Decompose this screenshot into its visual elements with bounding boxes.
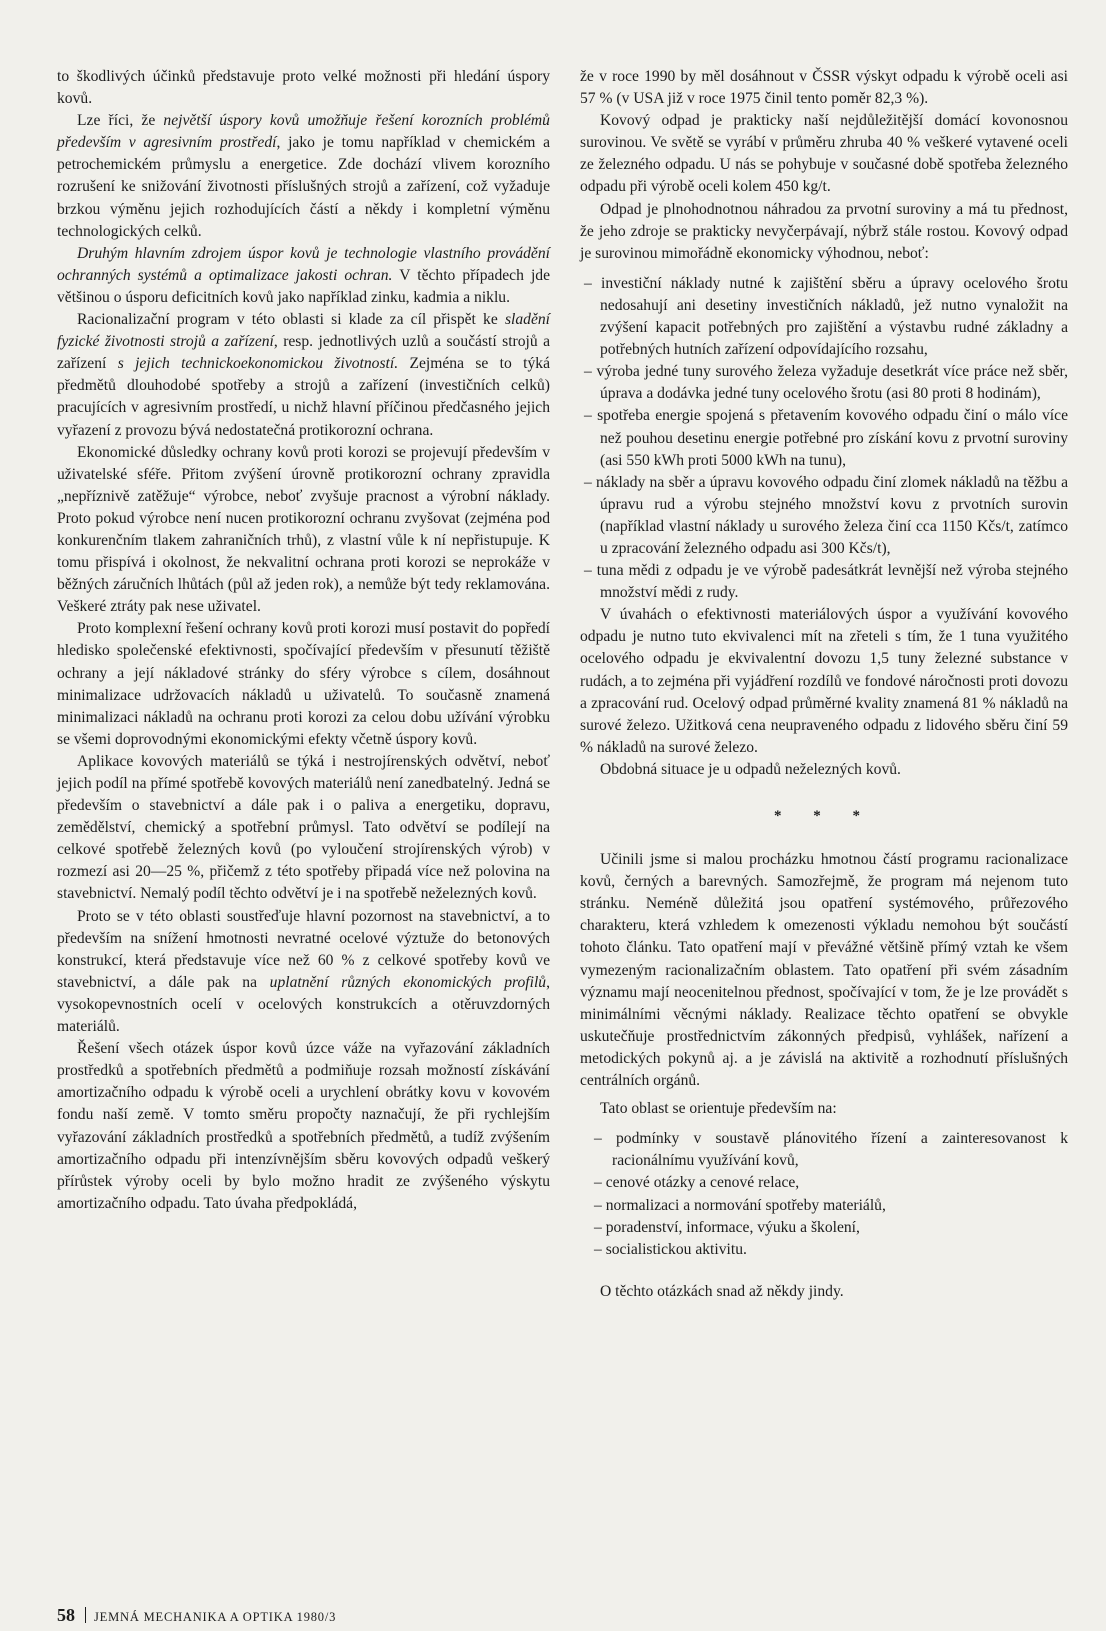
paragraph: Obdobná situace je u odpadů neželezných kovů. bbox=[600, 760, 901, 778]
emphasis: uplatnění různých ekonomických profilů bbox=[269, 973, 547, 991]
list-item: – normalizaci a normování spotřeby materiálů, bbox=[594, 1196, 886, 1214]
emphasis: sladění fyzické životnosti strojů a zařízení bbox=[57, 311, 550, 351]
paragraph: Řešení všech otázek úspor kovů úzce váže na vyřazování základních prostředků a spotřebních předmětů a podmiňuje rozsah možností získávání amortizačního odpadu k výrobě oceli a urychlení obrátky kovu v kovovém fondu naší země. V tomto směru propočty naznačují, že při rychlejším vyřazování základních prostředků a spotřebních předmětů, a tudíž zvýšením amortizačního odpadu při intenzívnějším sběru kovových odpadů veškerý přírůstek výroby oceli by bylo možno hradit ze zvýšeného výskytu amortizačního odpadu. Tato úvaha předpokládá, bbox=[57, 1040, 550, 1212]
paragraph bbox=[57, 243, 550, 309]
footer-divider bbox=[85, 1607, 86, 1623]
text-run: V těchto případech jde většinou o úsporu deficitních kovů jako například zinku, kadmia a niklu. bbox=[57, 266, 551, 306]
emphasis: Druhým hlavním zdrojem úspor kovů je technologie vlastního provádění ochranných systémů a optimalizace jakosti ochran. bbox=[57, 244, 550, 284]
paragraph: Učinili jsme si malou procházku hmotnou částí programu racionalizace kovů, černých a barevných. Samozřejmě, že program má nejenom tuto stránku. Neméně důležitá jsou opatření systémového, průřezového charakteru, která vzhledem k omezenosti výkladu nemohou být součástí tohoto článku. Tato opatření mají v převážné většině přímý vztah ke všem vymezeným racionalizačním oblastem. Tato opatření při svém zásadním významu mají neocenitelnou přednost, spočívající v tom, že je lze provádět s minimálními věcnými náklady. Realizace těchto opatření se obvykle uskutečňuje prostřednictvím zákonných předpisů, vyhlášek, nařízení a metodických pokynů aj. a je závislá na aktivitě a rozhodnutí příslušných centrálních orgánů. bbox=[580, 851, 1068, 1090]
right-column bbox=[580, 66, 1068, 1303]
emphasis: s jejich technickoekonomickou životností. bbox=[117, 355, 399, 373]
paragraph: to škodlivých účinků představuje proto velké možnosti při hledání úspory kovů. bbox=[57, 68, 550, 108]
section-divider: * * * bbox=[774, 808, 874, 824]
paragraph: že v roce 1990 by měl dosáhnout v ČSSR výskyt odpadu k výrobě oceli asi 57 % (v USA již v roce 1975 činil tento poměr 82,3 %). bbox=[580, 68, 1068, 108]
text-run: , jako je tomu například v chemickém a petrochemickém průmyslu a energetice. Zde dochází vlivem korozního rozrušení ke snižování životnosti příslušných strojů a zařízení, což vyžaduje brzkou výměnu jejich rozhodujících částí a někdy i kompletní výměnu technologických celků. bbox=[57, 134, 550, 240]
paragraph: V úvahách o efektivnosti materiálových úspor a využívání kovového odpadu je nutno tuto ekvivalenci mít na zřeteli s tím, že 1 tuna využitého ocelového odpadu je ekvivalentní dovozu 1,5 tuny železné substance v rudách, a to zejména při vyjádření rozdílů ve fondové náročnosti proti dovozu a zpracování rud. Ocelový odpad průměrné kvality znamená 81 % nákladů na surové železo. Užitková cena neupraveného odpadu z lidového sběru činí 59 % nákladů na surové železo. bbox=[580, 606, 1068, 756]
emphasis: největší úspory kovů umožňuje řešení korozních problémů především v agresivním prostředí bbox=[57, 112, 550, 152]
paragraph: Odpad je plnohodnotnou náhradou za prvotní suroviny a má tu přednost, že jeho zdroje se prakticky nevyčerpávají, nýbrž stále rostou. Kovový odpad je surovinou mimořádně ekonomicky výhodnou, neboť: bbox=[580, 200, 1068, 262]
list-item: – náklady na sběr a úpravu kovového odpadu činí zlomek nákladů na těžbu a úpravu rud a výrobu stejného množství kovu z prvotních surovin (například vlastní náklady u surového železa činí cca 1150 Kčs/t, zatímco u zpracování železného odpadu asi 300 Kčs/t), bbox=[584, 473, 1068, 557]
text-run: Zejména se to týká předmětů dlouhodobé spotřeby a strojů a zařízení (investičních celků) pracujících v agresivním prostředí, u nichž hlavní příčinou předčasného jejich vyřazení z provozu bývá nedostatečná protikorozní ochrana. bbox=[57, 355, 550, 439]
text-run: , resp. jednotlivých uzlů a součástí strojů a zařízení bbox=[57, 333, 550, 373]
paragraph: Proto komplexní řešení ochrany kovů proti korozi musí postavit do popředí hledisko společenské efektivnosti, spočívající především v přesunutí těžiště ochrany a její nákladové stránky do sféry výrobce s cílem, dosáhnout minimalizace udržovacích nákladů u uživatelů. To současně znamená minimalizaci nákladů na ochranu proti korozi za celou dobu užívání výrobku se všemi doprovodnými ekonomickými efekty včetně úspory kovů. bbox=[57, 620, 550, 748]
text-run: Proto se v této oblasti soustřeďuje hlavní pozornost na stavebnictví, a to především na snížení hmotnosti nevratné ocelové výztuže do betonových konstrukcí, která představuje více než 60 % z celkové spotřeby kovů ve stavebnictví, a dále pak na bbox=[57, 907, 550, 991]
paragraph: Aplikace kovových materiálů se týká i nestrojírenských odvětví, neboť jejich podíl na přímé spotřebě kovových materiálů není zanedbatelný. Jedná se především o stavebnictví a dále pak i o paliva a energetiku, dopravu, zemědělství, chemický a spotřební průmysl. Tato odvětví se podílejí na celkové spotřebě železných kovů (po vyloučení strojírenských výrob) v rozmezí asi 20—25 %, přičemž z této spotřeby připadá více než polovina na stavebnictví. Nemalý podíl těchto odvětví je i na spotřebě neželezných kovů. bbox=[57, 752, 550, 903]
list-item: – spotřeba energie spojená s přetavením kovového odpadu činí o málo více než pouhou desetinu energie potřebné pro získání kovu z prvotní suroviny (asi 550 kWh proti 5000 kWh na tunu), bbox=[584, 407, 1068, 469]
paragraph bbox=[57, 906, 550, 1039]
paragraph bbox=[57, 110, 550, 243]
paragraph: O těchto otázkách snad až někdy jindy. bbox=[600, 1282, 844, 1300]
list-item: – investiční náklady nutné k zajištění sběru a úpravy ocelového šrotu nedosahují ani desetiny investičních nákladů, jež nutno vynaložit na zvýšení kapacit potřebných pro zajištění a výstavbu rudné základny a potřebných hutních zařízení odpovídajícího rozsahu, bbox=[584, 274, 1068, 359]
list-item: – socialistickou aktivitu. bbox=[594, 1240, 747, 1258]
advantages-list bbox=[580, 273, 1068, 604]
list-item: – tuna mědi z odpadu je ve výrobě padesátkrát levnější než výroba stejného množství mědi z rudy. bbox=[584, 562, 1068, 602]
paragraph bbox=[57, 309, 550, 442]
left-column bbox=[57, 66, 550, 1215]
list-item: – podmínky v soustavě plánovitého řízení a zainteresovanost k racionálnímu využívání kovů, bbox=[594, 1130, 1068, 1170]
page-footer bbox=[57, 1605, 336, 1626]
text-run: Racionalizační program v této oblasti si klade za cíl přispět ke bbox=[77, 311, 505, 329]
page-number: 58 bbox=[57, 1605, 75, 1625]
paragraph: Kovový odpad je prakticky naší nejdůležitější domácí kovonosnou surovinou. Ve světě se vyrábí v průměru zhruba 40 % veškeré vytavené oceli ze železného odpadu. U nás se pohybuje v současné době spotřeba železného odpadu při výrobě oceli kolem 450 kg/t. bbox=[580, 112, 1068, 196]
focus-list bbox=[580, 1128, 1068, 1261]
text-run: , vysokopevnostních ocelí v ocelových konstrukcích a otěruvzdorných materiálů. bbox=[57, 973, 550, 1036]
paragraph: Tato oblast se orientuje především na: bbox=[600, 1100, 837, 1118]
list-item: – cenové otázky a cenové relace, bbox=[594, 1174, 800, 1192]
paragraph: Ekonomické důsledky ochrany kovů proti korozi se projevují především v uživatelské sféře. Přitom zvýšení úrovně protikorozní ochrany zpravidla „nepříznivě zatěžuje“ výrobce, neboť zvyšuje pracnost a výrobní náklady. Proto pokud výrobce není nucen protikorozní ochranu zvyšovat (zejména pod konkurenčním tlakem zahraničních trhů), z vlastní vůle k ní nepřistupuje. K tomu přispívá i okolnost, že nekvalitní ochrana proti korozi se neprokáže v běžných záručních lhůtách (půl až jeden rok), a nemůže být tedy reklamována. Veškeré ztráty pak nese uživatel. bbox=[57, 443, 550, 616]
list-item: – výroba jedné tuny surového železa vyžaduje desetkrát více práce než sběr, úprava a dodávka jedné tuny ocelového šrotu (asi 80 proti 8 hodinám), bbox=[584, 363, 1068, 403]
list-item: – poradenství, informace, výuku a školení, bbox=[594, 1218, 860, 1236]
journal-title: JEMNÁ MECHANIKA A OPTIKA 1980/3 bbox=[94, 1610, 337, 1624]
text-run: Lze říci, že bbox=[77, 112, 164, 130]
